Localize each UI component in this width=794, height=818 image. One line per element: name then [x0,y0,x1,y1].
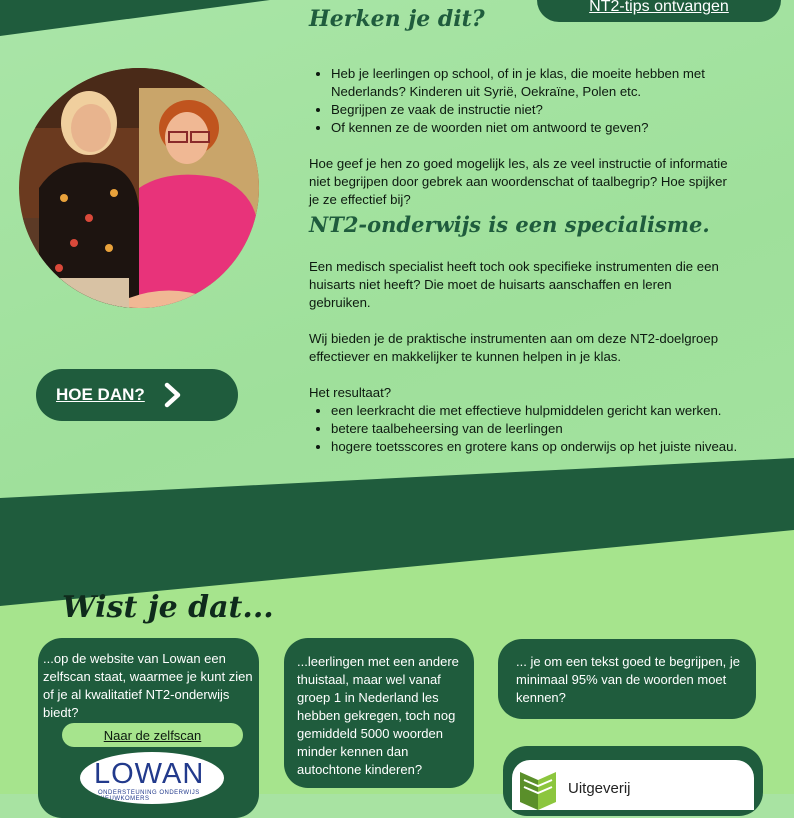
intro-question [309,155,739,209]
specialism-heading: NT2-onderwijs is een specialisme. [309,212,710,237]
result-bullet: • hogere toetsscores en grotere kans op onderwijs op het juiste niveau. [331,438,739,456]
lowan-logo[interactable] [80,752,224,804]
intro-bullet: • Heb je leerlingen op school, of in je klas, die moeite hebben met Nederlands? Kinderen uit Syrië, Oekraïne, Polen etc. [331,65,741,101]
specialism-text: Een medisch specialist heeft toch ook specifieke instrumenten die een huisarts niet heeft? Die moet de huisarts aanschaffen en leren gebruiken. [309,259,719,310]
fact-card-tekstbegrip [498,639,756,719]
diagonal-band [0,458,794,606]
specialism-text: Wij bieden je de praktische instrumenten aan om deze NT2-doelgroep effectiever en makkelijker te kunnen helpen in je klas. [309,331,719,364]
facts-heading: Wist je dat... [62,590,274,625]
book-icon [518,768,558,810]
intro-bullet: • Of kennen ze de woorden niet om antwoord te geven? [331,119,741,137]
result-block [309,384,739,456]
top-left-band [0,0,270,36]
zelfscan-link[interactable]: Naar de zelfscan [103,727,202,743]
fact-card-woordenschat [284,638,474,788]
nt2-tips-button[interactable] [537,0,781,22]
uitgeverij-label: Uitgeverij [568,780,631,797]
team-photo [19,68,259,308]
intro-bullet: • Begrijpen ze vaak de instructie niet? [331,101,741,119]
zelfscan-button[interactable] [62,723,243,747]
fact-card-text: ... je om een tekst goed te begrijpen, je minimaal 95% van de woorden moet kennen? [516,654,741,705]
uitgeverij-logo[interactable] [512,760,754,810]
intro-question-text: Hoe geef je hen zo goed mogelijk les, als ze veel instructie of informatie niet begrijpen door gebrek aan woordenschat of taalbegrip? Hoe spijker je ze effectief bij? [309,156,728,207]
lowan-logo-text: LOWAN [94,758,205,790]
lowan-logo-tagline: ONDERSTEUNING ONDERWIJS NIEUWKOMERS [98,790,200,802]
hoe-dan-label: HOE DAN? [56,385,145,404]
intro-heading: Herken je dit? [309,6,485,32]
nt2-tips-link[interactable]: NT2-tips ontvangen [589,0,729,15]
intro-bullets [309,65,741,137]
team-photo-illustration [19,68,259,308]
result-label: Het resultaat? [309,385,392,400]
fact-card-text: ...op de website van Lowan een zelfscan staat, waarmee je kunt zien of je al kwalitatief NT2-onderwijs biedt? [43,651,253,720]
fact-card-text: ...leerlingen met een andere thuistaal, maar wel vanaf groep 1 in Nederland les hebben gekregen, toch nog gemiddeld 5000 woorden minder kennen dan autochtone kinderen? [297,654,459,777]
specialism-para-2 [309,330,729,366]
result-bullet: • een leerkracht die met effectieve hulpmiddelen gericht kan werken. [331,402,739,420]
hoe-dan-button[interactable] [36,369,238,421]
chevron-right-icon [163,382,183,408]
specialism-para-1 [309,258,729,312]
result-bullet: • betere taalbeheersing van de leerlingen [331,420,739,438]
